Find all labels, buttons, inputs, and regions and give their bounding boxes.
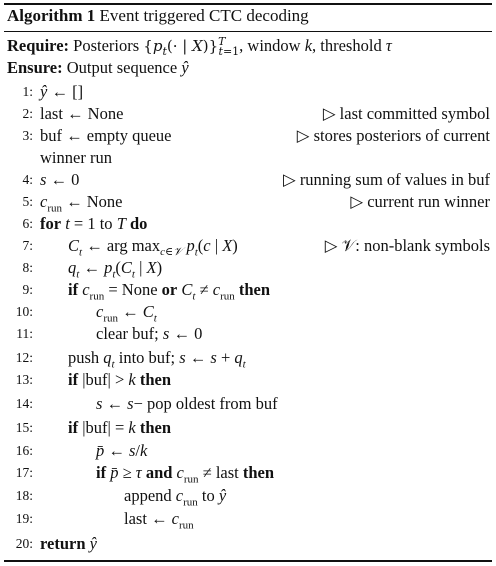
algo-line-7: 7: $C_t$ ← arg $\max_{c\in 𝒱} p_t(c$ | X) ▷ 𝒱: non-blank symbols xyxy=(22,236,490,259)
comment: ▷ stores posteriors of current xyxy=(296,126,490,145)
ensure-keyword: Ensure: xyxy=(7,58,63,77)
algo-line-11: 11: clear buf; s ← 0 xyxy=(16,324,203,343)
algorithm-title-text: Event triggered CTC decoding xyxy=(99,6,309,25)
algo-line-12: 12: push $q_t$ into buf; s ← $s + q_t$ xyxy=(15,348,246,371)
algo-line-13: 13: if |buf| > k then xyxy=(15,370,172,389)
algo-line-10: 10: $c_{run}$ ← $C_t$ xyxy=(15,302,157,325)
ensure-line: Ensure: Output sequence ŷ xyxy=(7,58,189,77)
top-rule xyxy=(4,3,492,5)
algo-line-8: 8: $q_t$ ← $p_t(C_t$ | X) xyxy=(22,258,163,281)
require-keyword: Require: xyxy=(7,36,70,55)
algo-line-15: 15: if |buf| = k then xyxy=(15,418,172,437)
algo-line-9: 9: if $c_{run}$ = None or $C_t \ne c_{run}$ then xyxy=(22,280,271,303)
algo-line-3-continuation: winner run xyxy=(40,148,112,167)
require-line: Require: Posteriors {$p_t(\cdot$ | X)}$^T_{t=1}$, window k, threshold τ xyxy=(7,35,392,58)
bottom-rule xyxy=(4,560,492,562)
algo-line-20: 20: return ŷ xyxy=(15,534,97,553)
comment: ▷ last committed symbol xyxy=(322,104,490,123)
algo-line-5: 5: $c_{run}$ ← None ▷ current run winner xyxy=(22,192,490,215)
algo-line-17: 17: if p̄ ≥ τ and $c_{run}$ ≠ last then xyxy=(15,463,275,486)
algo-line-3: 3: buf ← empty queue ▷ stores posteriors of current xyxy=(22,126,490,145)
algo-line-1: 1: ŷ ← [] xyxy=(22,82,84,101)
comment: ▷ 𝒱: non-blank symbols xyxy=(324,236,490,255)
algo-line-18: 18: append $c_{run}$ to ŷ xyxy=(15,486,227,509)
comment: ▷ running sum of values in buf xyxy=(283,170,490,189)
algo-line-16: 16: p̄ ← s/k xyxy=(15,441,148,460)
algo-line-14: 14: s ← s− pop oldest from buf xyxy=(15,394,278,413)
algo-line-2: 2: last ← None ▷ last committed symbol xyxy=(22,104,490,123)
algorithm-label: Algorithm 1 xyxy=(7,6,96,25)
algo-line-19: 19: last ← $c_{run}$ xyxy=(15,509,194,532)
title-rule xyxy=(4,31,492,32)
algo-line-4: 4: s ← 0 ▷ running sum of values in buf xyxy=(22,170,490,189)
algo-line-6: 6: for t = 1 to T do xyxy=(22,214,148,233)
algorithm-title xyxy=(7,6,309,26)
comment: ▷ current run winner xyxy=(350,192,490,211)
